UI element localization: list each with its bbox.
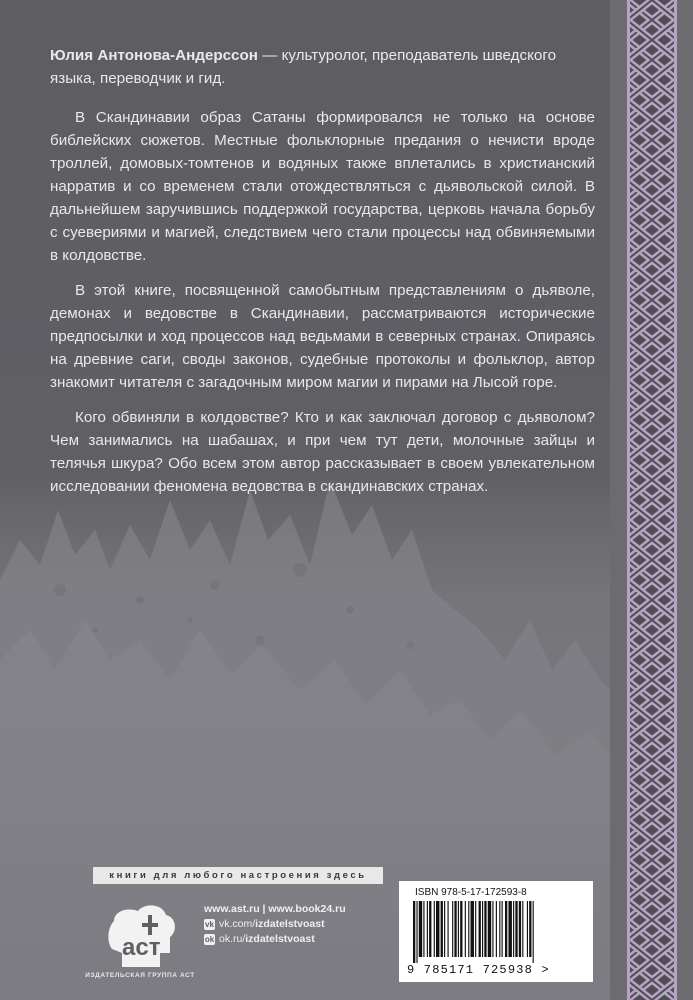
description-paragraph: В этой книге, посвященной самобытным представлениям о дьяволе, демонах и ведовстве в Скандинавии, рассматриваются исторические предпосылки и ход процессов над ведьмами в северных странах. Опираясь на древние саги, своды законов, судебные протоколы и фольклор, автор знакомит читателя с загадочным миром магии и пирами на Лысой горе. <box>50 282 595 391</box>
barcode-bar <box>482 901 483 957</box>
description-paragraph: В Скандинавии образ Сатаны формировался не только на основе библейских сюжетов. Местные фольклорные предания о нечисти вроде троллей, домовых-томтенов и водяных также вплетались в христианский нарратив и со временем стали отождествляться с дьявольской силой. В дальнейшем заручившись поддержкой государства, церковь начала борьбу с суевериями и магией, следствием чего стали процессы над обвиняемыми в колдовстве. <box>50 109 595 264</box>
publisher-links <box>204 902 404 947</box>
barcode-bar <box>508 901 511 957</box>
barcode-bar <box>484 901 486 957</box>
barcode-bar <box>533 901 534 963</box>
barcode-bar <box>460 901 462 957</box>
barcode-bar <box>434 901 435 957</box>
barcode-bar <box>444 901 445 957</box>
barcode-bar <box>499 901 500 957</box>
barcode-bar <box>465 901 466 957</box>
barcode-bar <box>419 901 422 957</box>
social-handle: izdatelstvoast <box>255 918 325 930</box>
description-paragraph: Кого обвиняли в колдовстве? Кто и как заключал договор с дьяволом? Чем занимались на шабашах, и при чем тут дети, молочные зайцы и телячья шкура? Обо всем этом автор рассказывает в своем увлекательном исследовании феномена ведовства в скандинавских странах. <box>50 409 595 495</box>
barcode-bar <box>441 901 443 957</box>
social-handle: izdatelstvoast <box>245 933 315 945</box>
barcode-bar <box>529 901 531 957</box>
author-intro <box>50 44 595 90</box>
author-bio: — культуролог, преподаватель шведского языка, переводчик и гид. <box>50 47 557 87</box>
barcode-bar <box>522 901 523 957</box>
ast-logo-text: аст <box>122 934 161 961</box>
barcode-bar <box>429 901 431 957</box>
barcode-bar <box>416 901 417 963</box>
barcode-bar <box>413 901 415 963</box>
social-link-ok[interactable] <box>204 932 404 947</box>
barcode-digits: 9 785171 725938 > <box>407 963 550 977</box>
barcode-bar <box>475 901 476 957</box>
book-description <box>50 106 595 498</box>
barcode-bar <box>471 901 474 957</box>
barcode-bar <box>502 901 503 957</box>
barcode-bar <box>454 901 456 957</box>
barcode-icon <box>409 901 587 963</box>
barcode-bar <box>423 901 424 957</box>
barcode-bar <box>515 901 517 957</box>
social-prefix: vk.com/ <box>219 918 256 930</box>
barcode-bar <box>496 901 497 957</box>
tagline-text: книги для любого настроения здесь <box>109 870 367 881</box>
website-links[interactable]: www.ast.ru | www.book24.ru <box>204 903 346 915</box>
celtic-knot-border-icon <box>627 0 677 1000</box>
publisher-caption: ИЗДАТЕЛЬСКАЯ ГРУППА АСТ <box>85 972 195 979</box>
barcode-bar <box>492 901 493 957</box>
social-link-vk[interactable] <box>204 917 404 932</box>
vk-icon: vk <box>205 920 214 929</box>
barcode-bar <box>452 901 453 957</box>
tagline-bar <box>93 867 383 884</box>
barcode-bar <box>527 901 528 957</box>
barcode-block <box>399 881 593 982</box>
author-name: Юлия Антонова-Андерссон <box>50 47 258 64</box>
barcode-bar <box>479 901 481 957</box>
social-prefix: ok.ru/ <box>219 933 246 945</box>
barcode-bar <box>513 901 514 957</box>
barcode-bar <box>468 901 469 957</box>
barcode-bar <box>505 901 507 957</box>
isbn-number: ISBN 978-5-17-172593-8 <box>415 887 527 898</box>
ast-logo-icon <box>100 893 182 983</box>
ok-icon: ok <box>204 935 215 944</box>
barcode-bar <box>519 901 521 957</box>
barcode-bar <box>458 901 459 957</box>
barcode-bar <box>448 901 449 957</box>
barcode-bar <box>427 901 428 957</box>
barcode-bar <box>436 901 439 957</box>
barcode-bar <box>488 901 491 957</box>
